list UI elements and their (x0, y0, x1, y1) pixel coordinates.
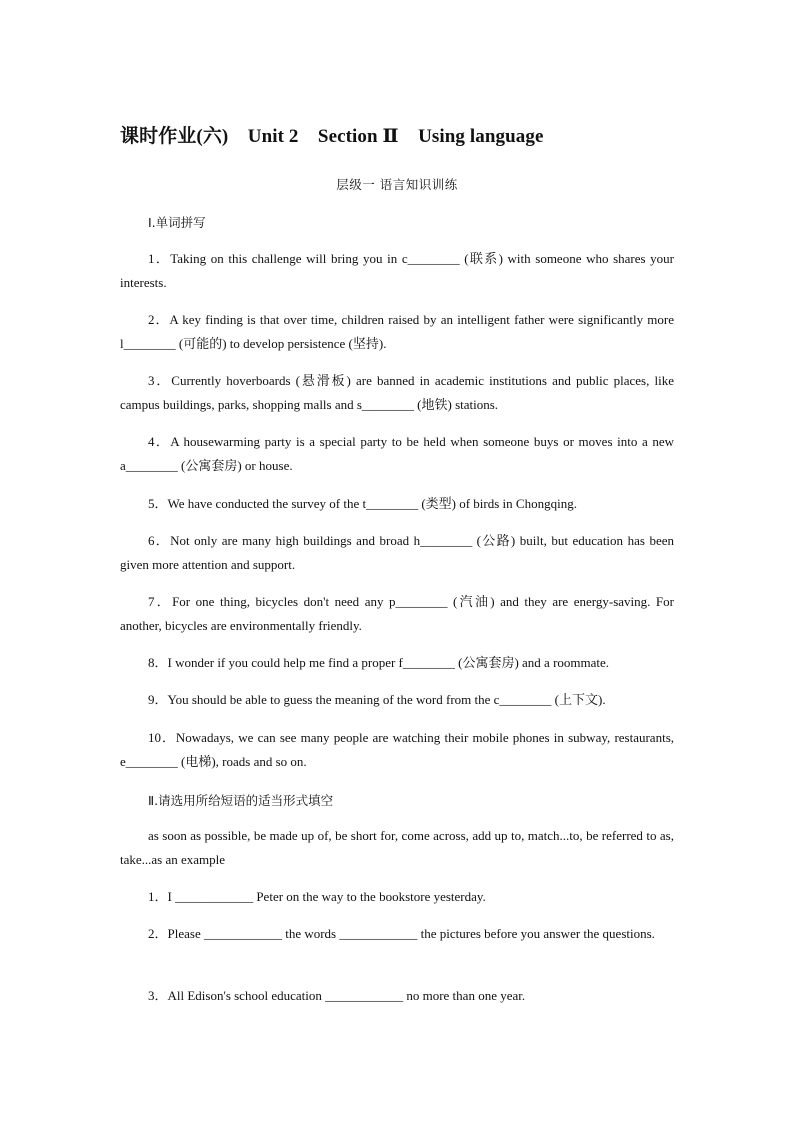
question-1-10: 10．Nowadays, we can see many people are watching their mobile phones in subway, restaurants, e________ (电梯), roads and so on. (120, 730, 674, 769)
question-1-5: 5．We have conducted the survey of the t________ (类型) of birds in Chongqing. (148, 496, 577, 511)
question-1-2: 2．A key finding is that over time, children raised by an intelligent father were significantly more l________ (可能的) to develop persistence (坚持). (120, 312, 674, 351)
question-1-7: 7．For one thing, bicycles don't need any p________ (汽油) and they are energy-saving. For another, bicycles are environmentally friendly. (120, 594, 674, 633)
section-1-heading: Ⅰ.单词拼写 (148, 215, 206, 230)
level-heading: 层级一 语言知识训练 (336, 177, 458, 192)
question-2-1: 1．I ____________ Peter on the way to the bookstore yesterday. (148, 889, 486, 904)
question-1-4: 4．A housewarming party is a special party to be held when someone buys or moves into a new a________ (公寓套房) or house. (120, 434, 674, 473)
question-1-1: 1．Taking on this challenge will bring you in c________ (联系) with someone who shares your interests. (120, 251, 674, 290)
section-2-heading: Ⅱ.请选用所给短语的适当形式填空 (148, 793, 334, 808)
question-1-9: 9．You should be able to guess the meaning of the word from the c________ (上下文). (148, 692, 606, 707)
question-2-3: 3．All Edison's school education ____________ no more than one year. (148, 988, 526, 1003)
question-2-2: 2．Please ____________ the words ____________ the pictures before you answer the questions. (148, 926, 655, 941)
page-title: 课时作业(六) Unit 2 Section Ⅱ Using language (120, 126, 544, 147)
question-1-8: 8．I wonder if you could help me find a proper f________ (公寓套房) and a roommate. (148, 655, 610, 670)
phrase-bank: as soon as possible, be made up of, be short for, come across, add up to, match...to, be referred to as, take...as an example (120, 828, 674, 867)
question-1-6: 6．Not only are many high buildings and broad h________ (公路) built, but education has been given more attention and support. (120, 533, 674, 572)
question-1-3: 3．Currently hoverboards (悬滑板) are banned in academic institutions and public places, like campus buildings, parks, shopping malls and s________ (地铁) stations. (120, 373, 674, 412)
